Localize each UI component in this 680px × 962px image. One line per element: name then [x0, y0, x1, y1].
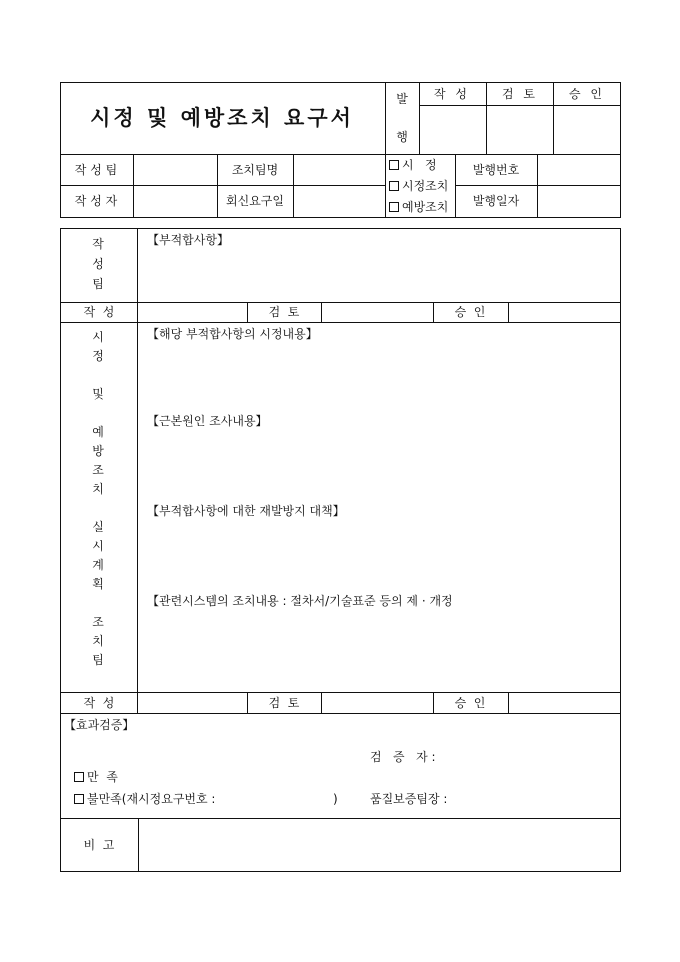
qa-leader-label: 품질보증팀장 :: [370, 792, 448, 806]
issue-number-label: 발행번호: [472, 163, 520, 177]
verifier-label: 검 증 자 :: [370, 750, 436, 764]
type-option-preventive-action[interactable]: 예방조치: [389, 201, 448, 213]
section2-side-label: 시 정 및 예 방 조 치 실 시 계 획 조 치 팀: [92, 330, 104, 667]
verification-heading: 【효과검증】: [64, 718, 135, 732]
issue-label-bottom: 행: [396, 130, 408, 144]
section1-review-label: 검 토: [268, 305, 300, 319]
reply-date-label: 회신요구일: [226, 194, 284, 208]
section1-side-label: 작 성 팀: [92, 237, 104, 291]
author-label: 작 성 자: [74, 194, 118, 208]
issue-label-top: 발: [396, 92, 408, 106]
section2-approve-label: 승 인: [454, 696, 486, 710]
section2-author-label: 작 성: [83, 696, 115, 710]
satisfied-option[interactable]: 만 족: [74, 771, 118, 783]
checkbox-icon[interactable]: [389, 160, 399, 170]
correction-content-heading: 【해당 부적합사항의 시정내용】: [147, 327, 318, 341]
request-number-close: ): [333, 792, 338, 806]
section1-approve-label: 승 인: [454, 305, 486, 319]
approval-review-label: 검 토: [502, 87, 538, 101]
root-cause-heading: 【근본원인 조사내용】: [147, 414, 268, 428]
main-block: [60, 228, 621, 872]
nonconformity-heading: 【부적합사항】: [147, 233, 229, 247]
section1-author-label: 작 성: [83, 305, 115, 319]
checkbox-icon[interactable]: [389, 202, 399, 212]
team-label: 작 성 팀: [74, 163, 118, 177]
recurrence-prevention-heading: 【부적합사항에 대한 재발방지 대책】: [147, 504, 345, 518]
type-option-corrective-action[interactable]: 시정조치: [389, 180, 448, 192]
remarks-label: 비 고: [83, 838, 115, 852]
system-action-heading: 【관련시스템의 조치내용 : 절차서/기술표준 등의 제 · 개정: [147, 594, 453, 608]
issue-date-label: 발행일자: [472, 194, 520, 208]
approval-approve-label: 승 인: [569, 87, 605, 101]
unsatisfied-option[interactable]: 불만족(재시정요구번호 :: [74, 793, 215, 805]
checkbox-icon[interactable]: [389, 181, 399, 191]
approval-author-label: 작 성: [434, 87, 470, 101]
checkbox-icon[interactable]: [74, 772, 84, 782]
type-option-correction[interactable]: 시 정: [389, 159, 437, 171]
checkbox-icon[interactable]: [74, 794, 84, 804]
page-title: 시정 및 예방조치 요구서: [90, 105, 354, 130]
action-team-label: 조치팀명: [231, 163, 279, 177]
section2-review-label: 검 토: [268, 696, 300, 710]
